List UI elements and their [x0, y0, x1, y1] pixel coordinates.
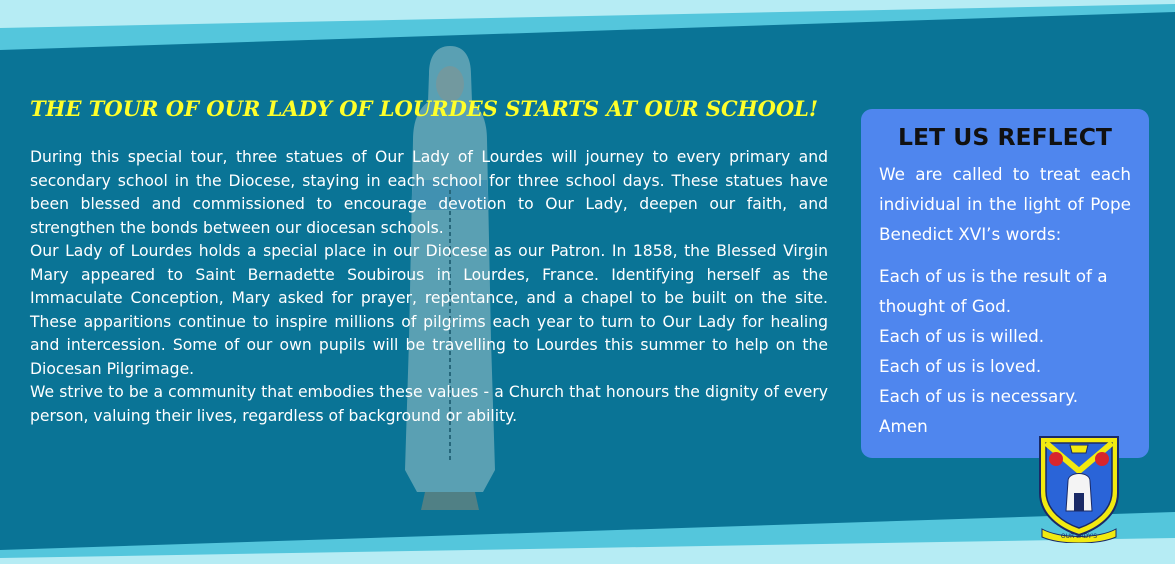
- bottom-decorative-band: [0, 504, 1175, 564]
- reflect-line: Amen: [879, 416, 928, 436]
- reflect-title: LET US REFLECT: [898, 123, 1112, 151]
- reflect-line: Each of us is necessary.: [879, 386, 1079, 406]
- top-decorative-band: [0, 0, 1175, 60]
- reflect-panel: [861, 109, 1149, 458]
- article-title: THE TOUR OF OUR LADY OF LOURDES STARTS AT OUR SCHOOL!: [30, 96, 819, 121]
- reflect-intro: We are called to treat each individual in the light of Pope Benedict XVI’s words:: [879, 164, 1131, 244]
- article-paragraph: We strive to be a community that embodies these values - a Church that honours the dignity of every person, valuing their lives, regardless of background or ability.: [30, 383, 828, 425]
- crest-banner-text: OUR LADY'S: [1060, 533, 1098, 540]
- reflect-line: Each of us is willed.: [879, 326, 1045, 346]
- reflect-line: Each of us is the result of a thought of God.: [879, 266, 1108, 316]
- reflect-line: Each of us is loved.: [879, 356, 1042, 376]
- school-crest-icon: [1034, 431, 1124, 543]
- article-paragraph: Our Lady of Lourdes holds a special place in our Diocese as our Patron. In 1858, the Blessed Virgin Mary appeared to Saint Bernadette Soubirous in Lourdes, France. Identifying herself as the Immaculate Conception, Mary asked for prayer, repentance, and a chapel to be built on the site. These apparitions continue to inspire millions of pilgrims each year to turn to Our Lady for healing and intercession. Some of our own pupils will be travelling to Lourdes this summer to help on the Diocesan Pilgrimage.: [30, 242, 828, 378]
- article-body: [30, 146, 828, 428]
- article-paragraph: During this special tour, three statues of Our Lady of Lourdes will journey to every primary and secondary school in the Diocese, staying in each school for three school days. These statues have been blessed and commissioned to encourage devotion to Our Lady, deepen our faith, and strengthen the bonds between our diocesan schools.: [30, 148, 828, 237]
